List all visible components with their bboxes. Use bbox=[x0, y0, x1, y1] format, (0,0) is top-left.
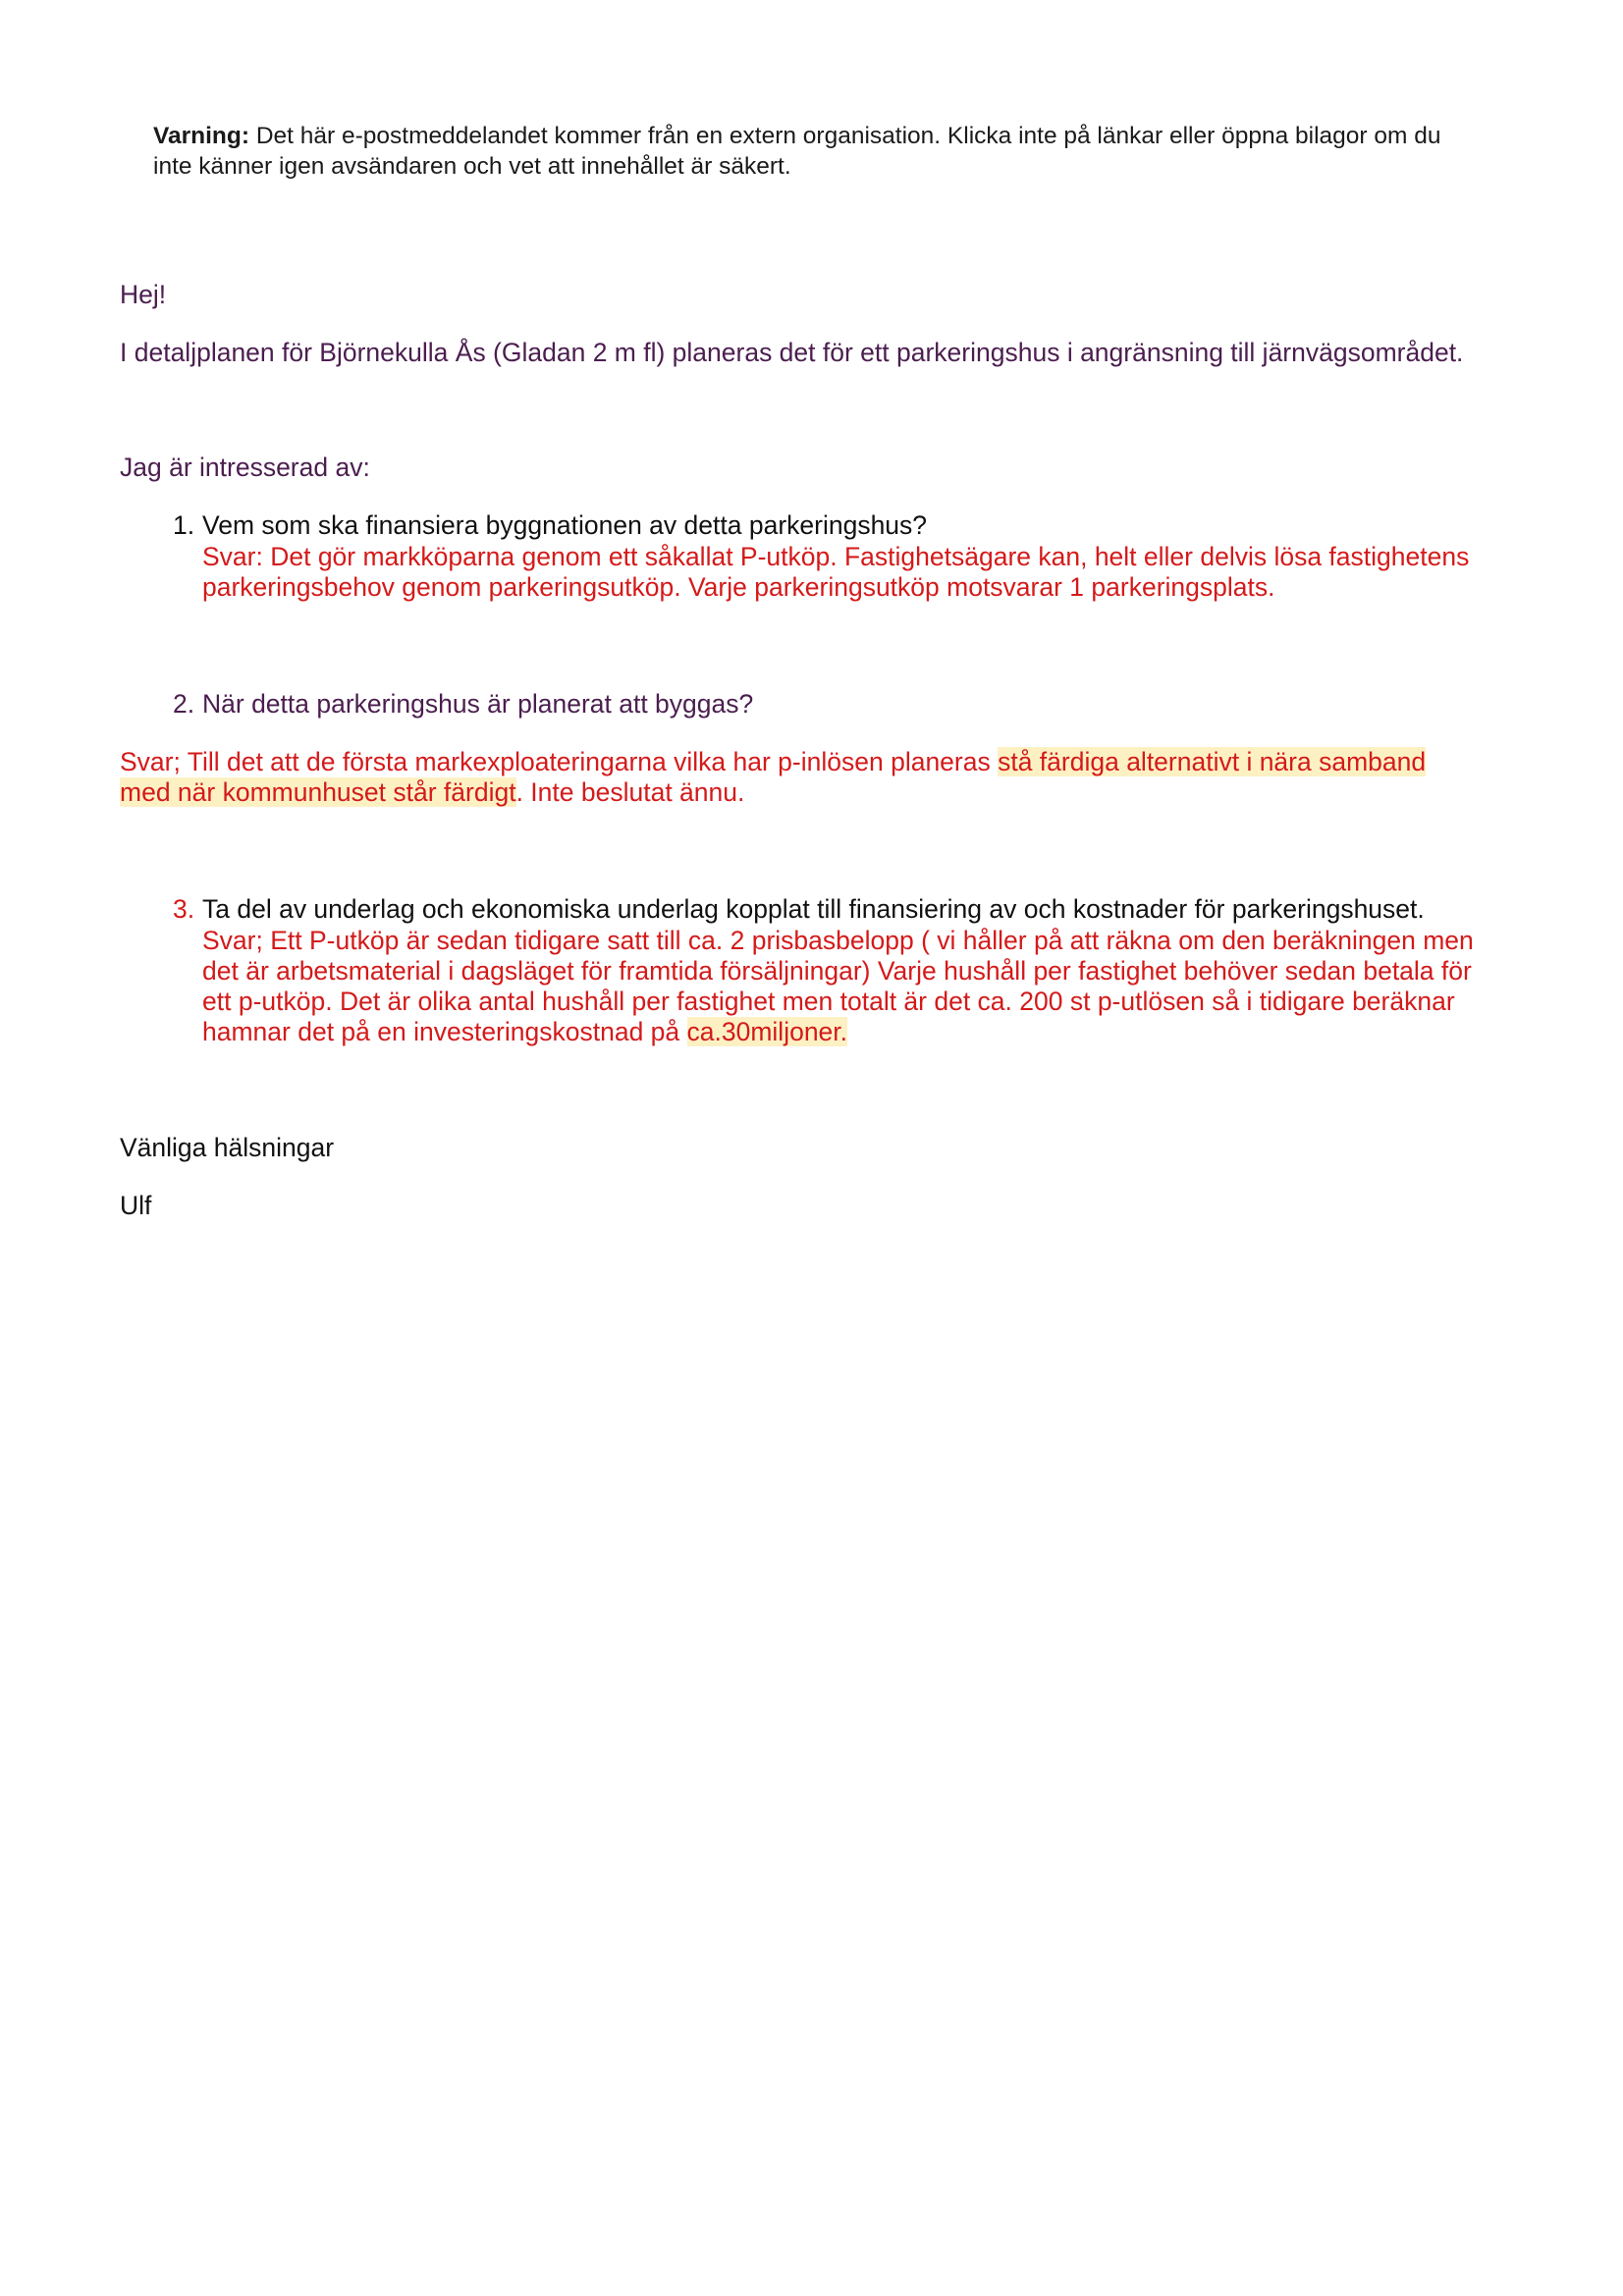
q2-answer-highlight-2: med när kommunhuset står färdigt bbox=[120, 777, 516, 807]
q3-question: Ta del av underlag och ekonomiska underlag kopplat till finansiering av och kostnader för parkeringshuset. bbox=[202, 894, 1425, 924]
q1-question: Vem som ska finansiera byggnationen av detta parkeringshus? bbox=[202, 510, 928, 540]
q1-number: 1. bbox=[173, 510, 195, 540]
q3-answer-line-4 bbox=[202, 1016, 847, 1047]
q1-answer-line-2: parkeringsbehov genom parkeringsutköp. Varje parkeringsutköp motsvarar 1 parkeringsplats. bbox=[202, 572, 1275, 602]
q3-number: 3. bbox=[173, 894, 195, 924]
q3-answer-highlight: ca.30miljoner. bbox=[686, 1017, 848, 1046]
q3-answer-text: hamnar det på en investeringskostnad på bbox=[202, 1017, 687, 1046]
closing: Vänliga hälsningar bbox=[120, 1133, 335, 1162]
intro-paragraph: I detaljplanen för Björnekulla Ås (Gladan 2 m fl) planeras det för ett parkeringshus i angränsning till järnvägsområdet. bbox=[120, 338, 1464, 367]
greeting: Hej! bbox=[120, 280, 167, 309]
q3-answer-line-1: Svar; Ett P-utköp är sedan tidigare satt till ca. 2 prisbasbelopp ( vi håller på att räkna om den beräkningen men bbox=[202, 926, 1474, 955]
q3-answer-line-2: det är arbetsmaterial i dagsläget för framtida försäljningar) Varje hushåll per fastighet behöver sedan betala för bbox=[202, 956, 1472, 986]
warning-label: Varning: bbox=[153, 123, 250, 149]
q1-answer-line-1: Svar: Det gör markköparna genom ett såkallat P-utköp. Fastighetsägare kan, helt eller delvis lösa fastighetens bbox=[202, 542, 1470, 571]
signature: Ulf bbox=[120, 1191, 152, 1220]
q2-answer-tail: . Inte beslutat ännu. bbox=[515, 777, 745, 807]
q2-answer-line-1 bbox=[120, 746, 1426, 777]
warning-text-1: Det här e-postmeddelandet kommer från en extern organisation. Klicka inte på länkar eller öppna bilagor om du bbox=[255, 123, 1441, 149]
q2-question: När detta parkeringshus är planerat att byggas? bbox=[202, 689, 754, 719]
warning-line-2: inte känner igen avsändaren och vet att innehållet är säkert. bbox=[153, 153, 791, 180]
interest-heading: Jag är intresserad av: bbox=[120, 453, 370, 482]
q2-answer-line-2 bbox=[120, 776, 744, 808]
q2-answer-text: Svar; Till det att de första markexploateringarna vilka har p-inlösen planeras bbox=[120, 747, 999, 776]
warning-line-1 bbox=[153, 121, 1440, 151]
q2-number: 2. bbox=[173, 689, 195, 719]
q2-answer-highlight-1: stå färdiga alternativt i nära samband bbox=[998, 747, 1427, 776]
q3-answer-line-3: ett p-utköp. Det är olika antal hushåll per fastighet men totalt är det ca. 200 st p-utlösen så i tidigare beräknar bbox=[202, 987, 1455, 1016]
